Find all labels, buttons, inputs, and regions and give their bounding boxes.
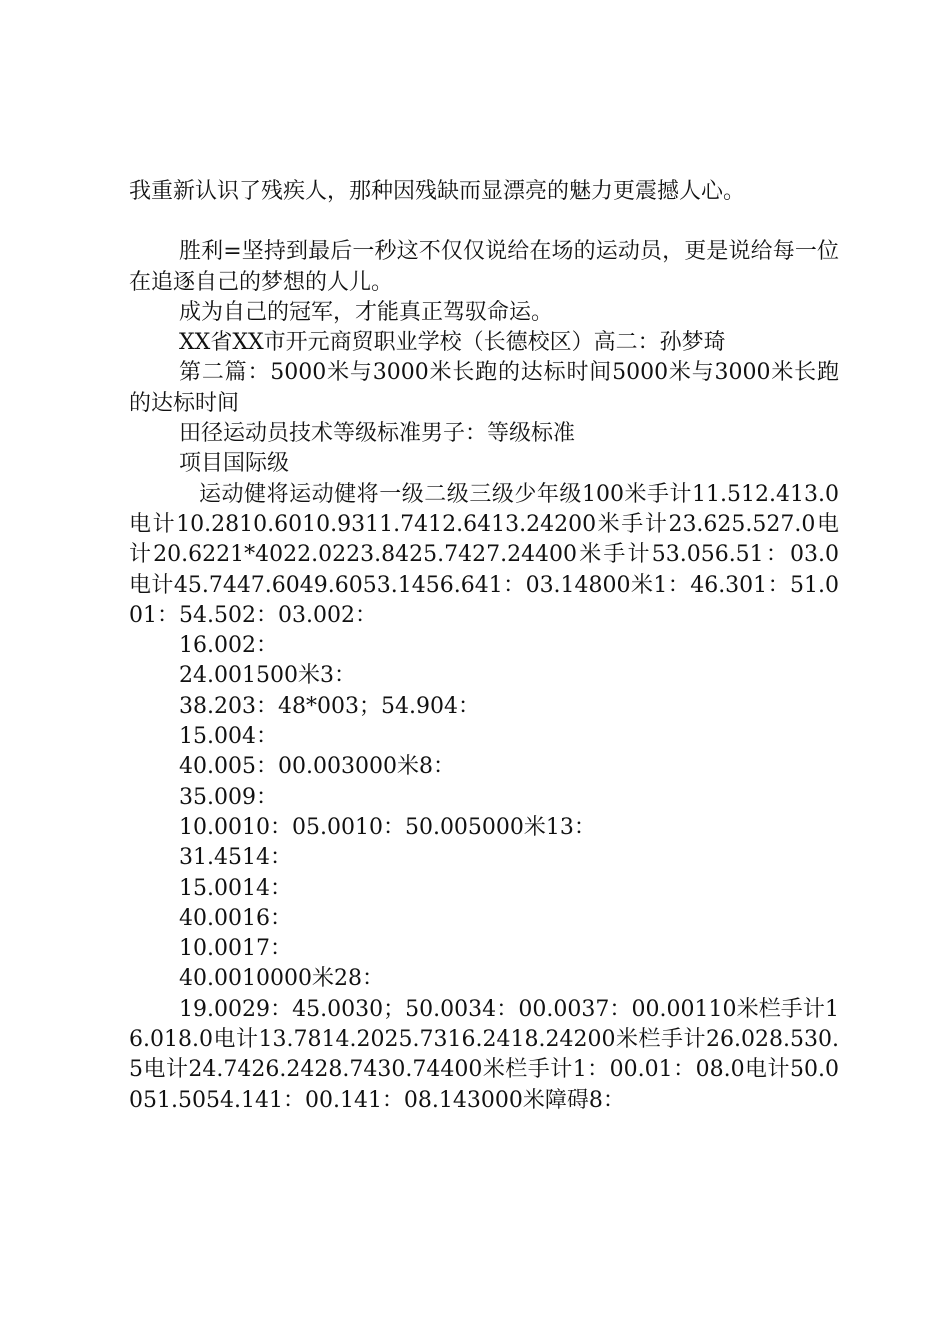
paragraph-1: 我重新认识了残疾人，那种因残缺而显漂亮的魅力更震撼人心。 [129,179,746,204]
author-line: XX省XX市开元商贸职业学校（长德校区）高二：孙梦琦 [179,330,726,356]
paragraph-gap [129,207,839,237]
time-line-5: 40.005：00.003000米8： [179,754,455,780]
paragraph-times-table: 运动健将运动健将一级二级三级少年级100米手计11.512.413.0电计10.2810.6010.9311.7412.6413.24200米手计23.625.527.0电计20.6221*4022.0223.8425.7427.24400米手计53.056.51：03.0电计45.7447.6049.6053.1456.641：03.14800米1：46.301：51.001：54.502：03.002： [129,481,839,628]
time-line-3: 38.203：48*003；54.904： [179,693,480,719]
time-line-9: 15.0014： [179,875,292,901]
time-line-6: 35.009： [179,784,278,810]
time-line-12: 40.0010000米28： [179,966,384,992]
paragraph-standard: 田径运动员技术等级标准男子：等级标准 [179,421,576,447]
time-line-10: 40.0016： [179,905,292,931]
section-heading: 第二篇：5000米与3000米长跑的达标时间5000米与3000米长跑的达标时间 [129,360,839,416]
document-body [129,177,839,1116]
time-line-8: 31.4514： [179,845,292,871]
time-line-2: 24.001500米3： [179,663,356,689]
paragraph-item-level: 项目国际级 [179,451,290,477]
time-line-1: 16.002： [179,633,278,659]
paragraph-3: 成为自己的冠军，才能真正驾驭命运。 [179,299,554,325]
time-line-7: 10.0010：05.0010：50.005000米13： [179,814,596,840]
paragraph-2: 胜利=坚持到最后一秒这不仅仅说给在场的运动员，更是说给每一位在追逐自己的梦想的人儿。 [129,239,839,295]
time-line-13: 19.0029：45.0030；50.0034：00.0037：00.00110米栏手计16.018.0电计13.7814.2025.7316.2418.24200米栏手计26.028.530.5电计24.7426.2428.7430.74400米栏手计1：00.01：08.0电计50.0051.5054.141：00.141：08.143000米障碍8： [129,996,839,1113]
time-line-4: 15.004： [179,724,278,750]
time-line-11: 10.0017： [179,936,292,962]
